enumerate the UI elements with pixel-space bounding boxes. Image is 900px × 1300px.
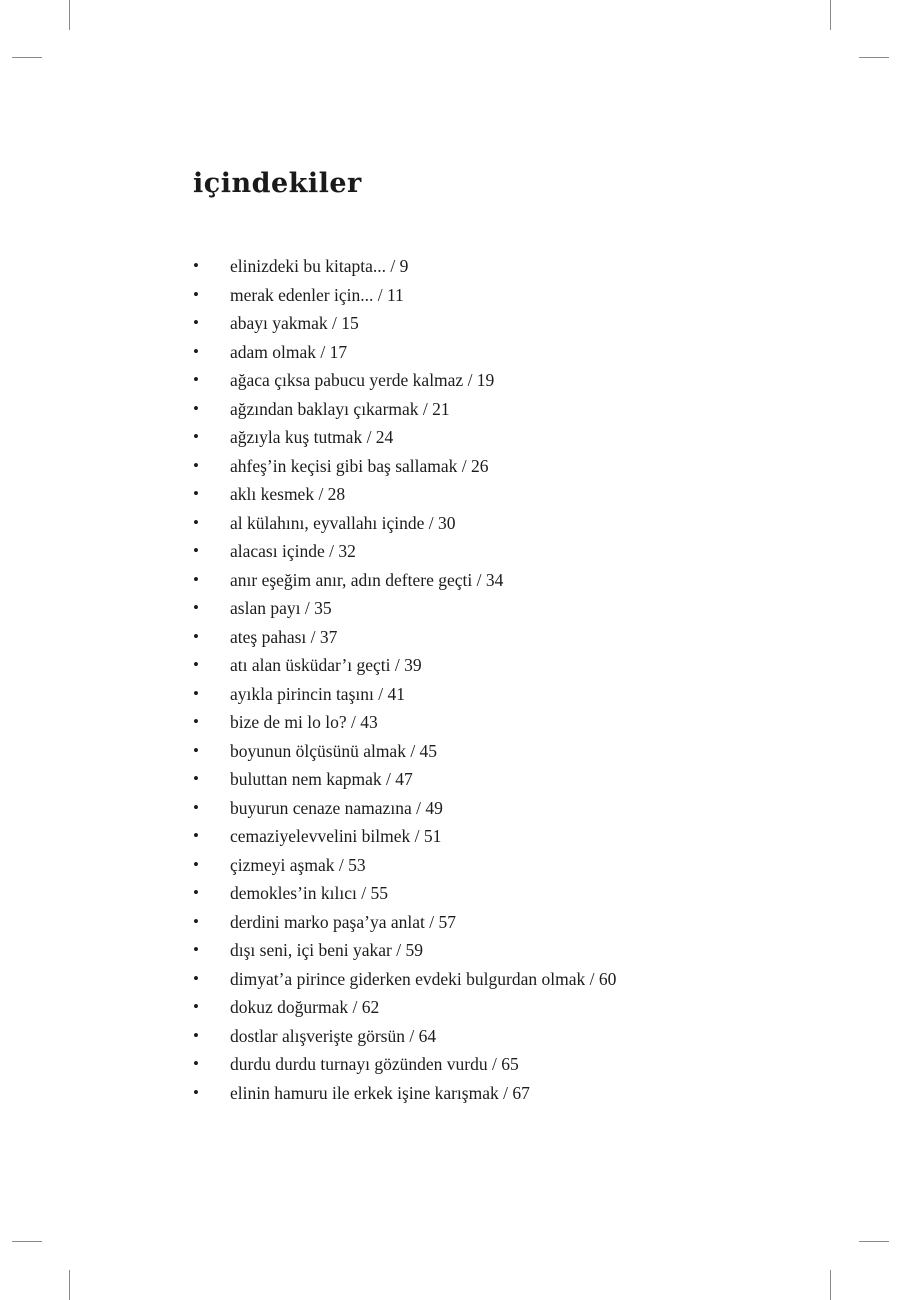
bullet-icon: • <box>193 1054 199 1073</box>
crop-mark-top-left-vertical <box>69 0 70 30</box>
toc-entry-text: dostlar alışverişte görsün / 64 <box>230 1025 437 1046</box>
toc-entry-text: buluttan nem kapmak / 47 <box>230 769 413 789</box>
bullet-icon: • <box>193 911 199 931</box>
toc-entry-text: ağzından baklayı çıkarmak / 21 <box>230 398 450 419</box>
toc-entry-text: abayı yakmak / 15 <box>230 313 359 333</box>
bullet-icon: • <box>193 284 199 304</box>
toc-entry-text: buyurun cenaze namazına / 49 <box>230 797 443 818</box>
toc-entry-text: ahfeş’in keçisi gibi baş sallamak / 26 <box>230 455 489 476</box>
toc-entry-text: derdini marko paşa’ya anlat / 57 <box>230 911 456 932</box>
toc-entry-text: ateş pahası / 37 <box>230 626 338 647</box>
toc-entry-text: ağzıyla kuş tutmak / 24 <box>230 427 394 447</box>
page-title: içindekiler <box>193 168 362 199</box>
toc-entry-text: elinin hamuru ile erkek işine karışmak / 67 <box>230 1082 530 1103</box>
toc-entry-text: boyunun ölçüsünü almak / 45 <box>230 740 438 761</box>
bullet-icon: • <box>193 940 199 959</box>
bullet-icon: • <box>193 569 199 589</box>
toc-entry-text: ağaca çıksa pabucu yerde kalmaz / 19 <box>230 370 495 390</box>
bullet-icon: • <box>193 398 199 418</box>
bullet-icon: • <box>193 370 199 389</box>
bullet-icon: • <box>193 455 199 475</box>
toc-entry-text: durdu durdu turnayı gözünden vurdu / 65 <box>230 1054 519 1074</box>
bullet-icon: • <box>193 997 199 1016</box>
crop-mark-bottom-left-vertical <box>69 1270 70 1300</box>
bullet-icon: • <box>193 341 199 361</box>
bullet-icon: • <box>193 769 199 788</box>
bullet-icon: • <box>193 1082 199 1102</box>
toc-entry-text: dokuz doğurmak / 62 <box>230 997 380 1017</box>
crop-mark-top-right-vertical <box>830 0 831 30</box>
bullet-icon: • <box>193 854 199 874</box>
bullet-icon: • <box>193 968 199 988</box>
crop-mark-top-left-horizontal <box>12 57 42 58</box>
crop-mark-bottom-left-horizontal <box>12 1241 42 1242</box>
bullet-icon: • <box>193 313 199 332</box>
crop-mark-bottom-right-vertical <box>830 1270 831 1300</box>
toc-entry-text: alacası içinde / 32 <box>230 541 356 561</box>
toc-entry-text: dimyat’a pirince giderken evdeki bulgurdan olmak / 60 <box>230 968 617 989</box>
bullet-icon: • <box>193 1025 199 1045</box>
bullet-icon: • <box>193 541 199 560</box>
toc-entry-text: atı alan üsküdar’ı geçti / 39 <box>230 655 422 675</box>
toc-entry-text: çizmeyi aşmak / 53 <box>230 854 366 875</box>
bullet-icon: • <box>193 427 199 446</box>
bullet-icon: • <box>193 740 199 760</box>
bullet-icon: • <box>193 655 199 674</box>
crop-mark-bottom-right-horizontal <box>859 1241 889 1242</box>
bullet-icon: • <box>193 256 199 275</box>
bullet-icon: • <box>193 883 199 902</box>
bullet-icon: • <box>193 826 199 845</box>
toc-entry-text: adam olmak / 17 <box>230 341 348 362</box>
bullet-icon: • <box>193 626 199 646</box>
toc-entry-text: aklı kesmek / 28 <box>230 484 346 504</box>
toc-entry-text: anır eşeğim anır, adın deftere geçti / 34 <box>230 569 504 590</box>
toc-entry-text: ayıkla pirincin taşını / 41 <box>230 683 405 704</box>
toc-entry-text: cemaziyelevvelini bilmek / 51 <box>230 826 442 846</box>
crop-mark-top-right-horizontal <box>859 57 889 58</box>
toc-entry-text: demokles’in kılıcı / 55 <box>230 883 388 903</box>
bullet-icon: • <box>193 797 199 817</box>
toc-entry-text: bize de mi lo lo? / 43 <box>230 712 378 732</box>
toc-entry-text: merak edenler için... / 11 <box>230 284 404 305</box>
bullet-icon: • <box>193 484 199 503</box>
bullet-icon: • <box>193 683 199 703</box>
bullet-icon: • <box>193 512 199 532</box>
bullet-icon: • <box>193 712 199 731</box>
toc-entry-text: elinizdeki bu kitapta... / 9 <box>230 256 409 276</box>
toc-entry-text: aslan payı / 35 <box>230 598 332 618</box>
toc-entry-text: al külahını, eyvallahı içinde / 30 <box>230 512 456 533</box>
toc-entry-text: dışı seni, içi beni yakar / 59 <box>230 940 423 960</box>
bullet-icon: • <box>193 598 199 617</box>
